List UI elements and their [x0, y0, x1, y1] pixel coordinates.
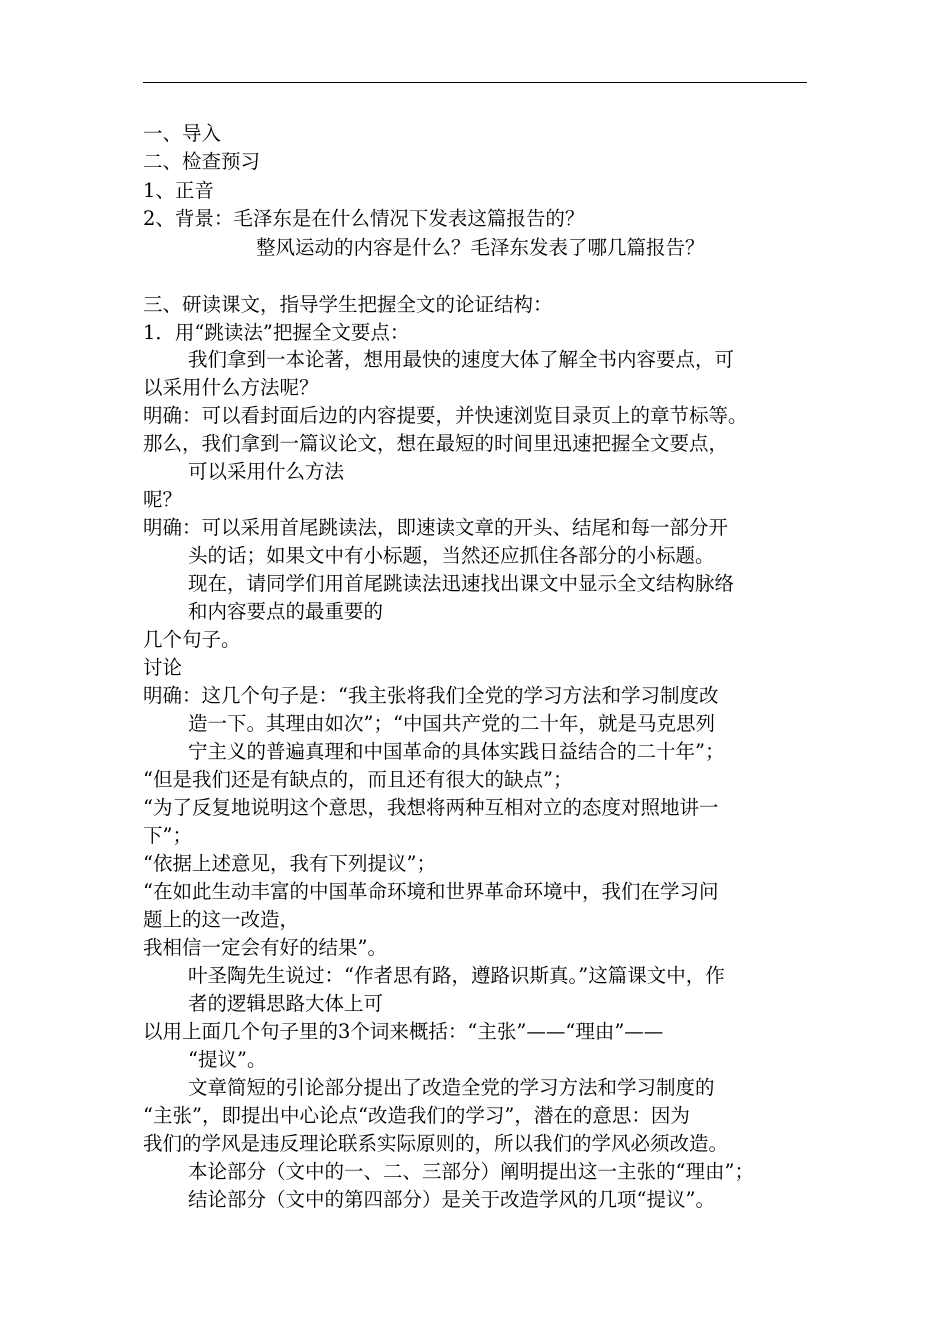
text-line: 呢？ — [143, 488, 183, 511]
text-line: 头的话；如果文中有小标题，当然还应抓住各部分的小标题。 — [188, 544, 715, 567]
text-line: 文章简短的引论部分提出了改造全党的学习方法和学习制度的 — [188, 1076, 715, 1099]
text-line: 二、检查预习 — [143, 150, 261, 173]
header-rule — [143, 82, 807, 83]
text-line: 以用上面几个句子里的3个词来概括：“主张”——“理由”—— — [143, 1020, 664, 1043]
text-line: 我相信一定会有好的结果”。 — [143, 936, 387, 959]
text-line: 可以采用什么方法 — [188, 460, 345, 483]
text-line: 题上的这一改造， — [143, 908, 300, 931]
text-line: 明确：可以采用首尾跳读法，即速读文章的开头、结尾和每一部分开 — [143, 516, 729, 539]
text-line: “主张”，即提出中心论点“改造我们的学习”，潜在的意思：因为 — [143, 1104, 690, 1127]
text-line: 我们拿到一本论著，想用最快的速度大体了解全书内容要点，可 — [188, 348, 735, 371]
text-line: 明确：可以看封面后边的内容提要，并快速浏览目录页上的章节标等。 — [143, 404, 748, 427]
text-line: 我们的学风是违反理论联系实际原则的，所以我们的学风必须改造。 — [143, 1132, 729, 1155]
text-line: “在如此生动丰富的中国革命环境和世界革命环境中，我们在学习问 — [143, 880, 719, 903]
text-line: 那么，我们拿到一篇议论文，想在最短的时间里迅速把握全文要点， — [143, 432, 729, 455]
text-line: 几个句子。 — [143, 628, 241, 651]
text-line: 一、导入 — [143, 122, 222, 145]
text-line: 下”； — [143, 824, 192, 847]
text-line: 以采用什么方法呢？ — [143, 376, 319, 399]
text-line: 本论部分（文中的一、二、三部分）阐明提出这一主张的“理由”； — [188, 1160, 754, 1183]
text-line: 和内容要点的最重要的 — [188, 600, 384, 623]
text-line: 结论部分（文中的第四部分）是关于改造学风的几项“提议”。 — [188, 1188, 715, 1211]
text-line: 明确：这几个句子是：“我主张将我们全党的学习方法和学习制度改 — [143, 684, 719, 707]
text-line: 1．用“跳读法”把握全文要点： — [143, 321, 410, 344]
text-line: 1、正音 — [143, 179, 214, 202]
text-line: “为了反复地说明这个意思，我想将两种互相对立的态度对照地讲一 — [143, 796, 719, 819]
text-line: 叶圣陶先生说过：“作者思有路，遵路识斯真。”这篇课文中，作 — [188, 964, 725, 987]
text-line: “但是我们还是有缺点的，而且还有很大的缺点”； — [143, 768, 573, 791]
text-line: 2、背景：毛泽东是在什么情况下发表这篇报告的？ — [143, 207, 585, 230]
text-line: 三、研读课文，指导学生把握全文的论证结构： — [143, 293, 553, 316]
text-line: 现在，请同学们用首尾跳读法迅速找出课文中显示全文结构脉络 — [188, 572, 735, 595]
text-line: 讨论 — [143, 656, 183, 679]
text-line: “依据上述意见，我有下列提议”； — [143, 852, 436, 875]
text-line: 造一下。其理由如次”；“中国共产党的二十年，就是马克思列 — [188, 712, 715, 735]
text-line: 整风运动的内容是什么？毛泽东发表了哪几篇报告？ — [256, 236, 705, 259]
text-line: 者的逻辑思路大体上可 — [188, 992, 384, 1015]
text-line: 宁主义的普遍真理和中国革命的具体实践日益结合的二十年”； — [188, 740, 725, 763]
text-line: “提议”。 — [188, 1048, 267, 1071]
